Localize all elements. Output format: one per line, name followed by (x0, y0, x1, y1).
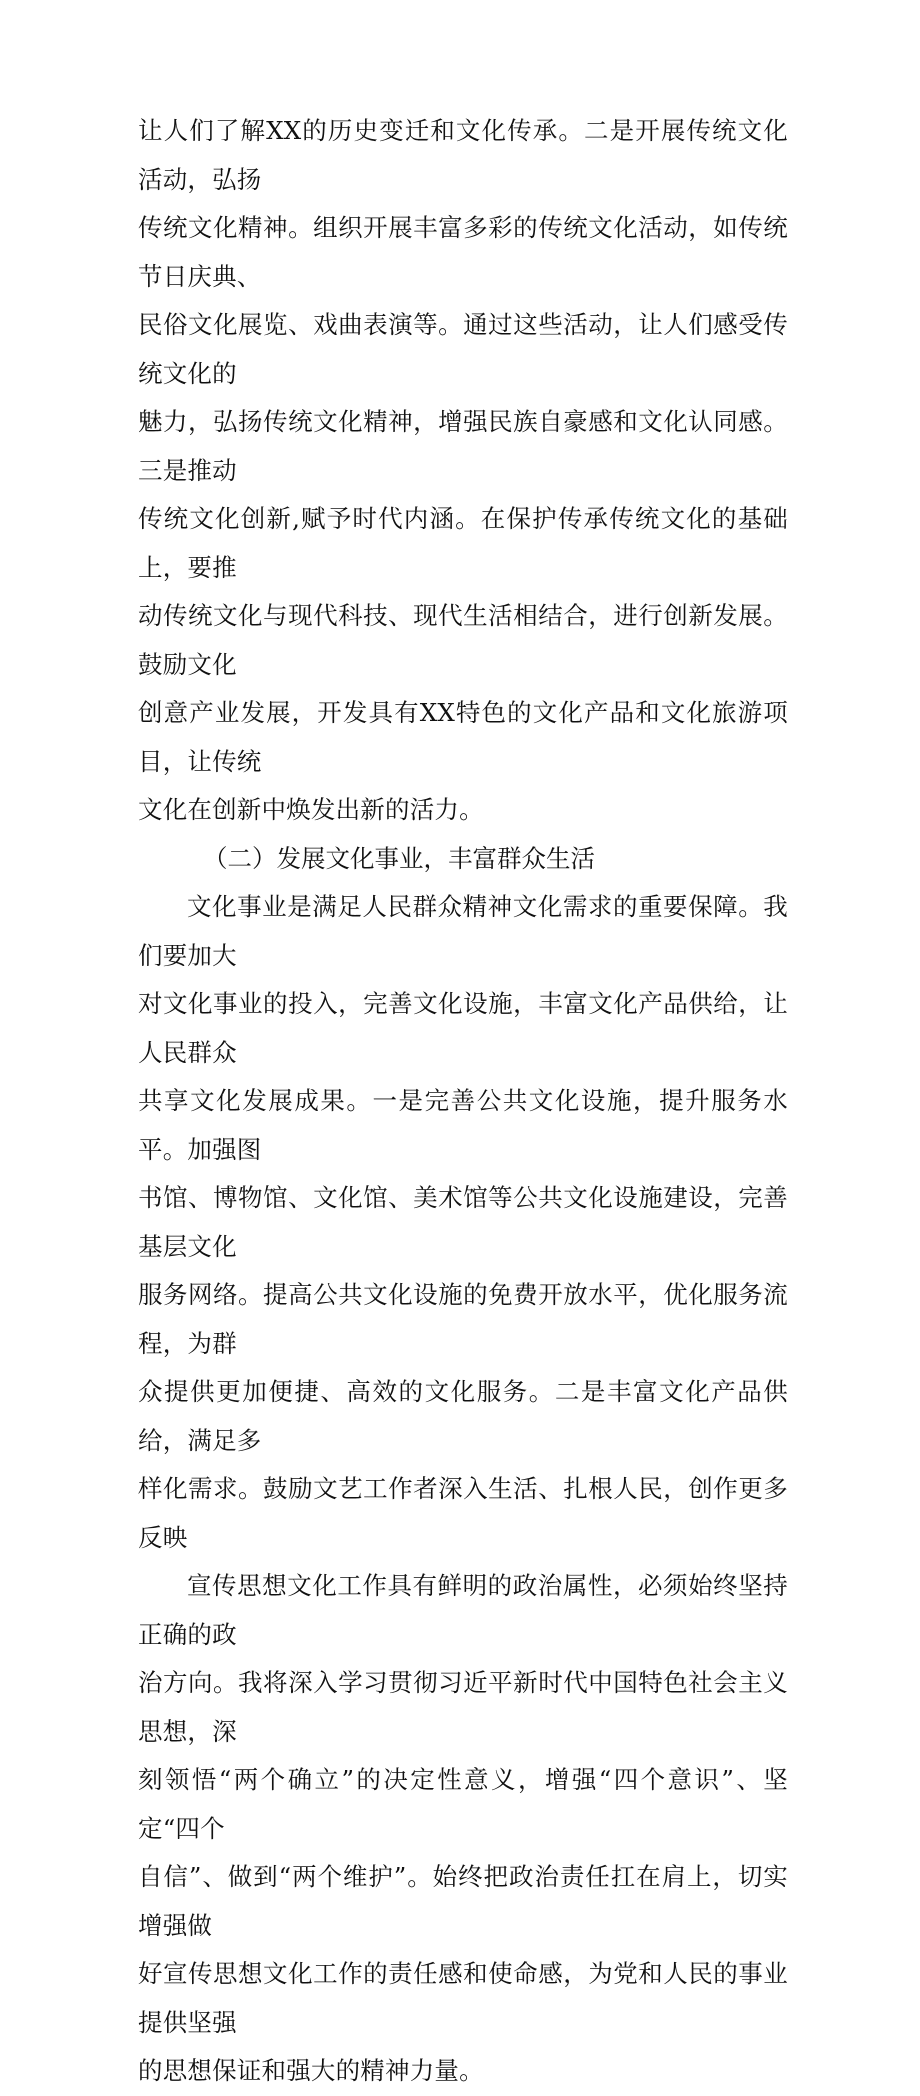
text-line: 魅力，弘扬传统文化精神，增强民族自豪感和文化认同感。三是推动 (138, 407, 788, 485)
text-line: 刻领悟“两个确立”的决定性意义，增强“四个意识”、坚定“四个 (138, 1765, 788, 1843)
text-line: 文化事业是满足人民群众精神文化需求的重要保障。我们要加大 (138, 892, 788, 970)
text-line: 样化需求。鼓励文艺工作者深入生活、扎根人民，创作更多反映 (138, 1474, 788, 1552)
text-line: 服务网络。提高公共文化设施的免费开放水平，优化服务流程，为群 (138, 1280, 788, 1358)
text-line: 的思想保证和强大的精神力量。 (138, 2056, 484, 2085)
text-line: 书馆、博物馆、文化馆、美术馆等公共文化设施建设，完善基层文化 (138, 1183, 788, 1261)
text-line: 让人们了解XX的历史变迁和文化传承。二是开展传统文化活动，弘扬 (138, 116, 788, 194)
document-body (138, 107, 788, 2096)
text-line: 民俗文化展览、戏曲表演等。通过这些活动，让人们感受传统文化的 (138, 310, 788, 388)
section-heading: （二）发展文化事业，丰富群众生活 (203, 843, 595, 873)
text-line: 创意产业发展，开发具有XX特色的文化产品和文化旅游项目，让传统 (138, 698, 788, 776)
text-line: 宣传思想文化工作具有鲜明的政治属性，必须始终坚持正确的政 (138, 1571, 788, 1649)
text-line: 对文化事业的投入，完善文化设施，丰富文化产品供给，让人民群众 (138, 989, 788, 1067)
text-line: 共享文化发展成果。一是完善公共文化设施，提升服务水平。加强图 (138, 1086, 788, 1164)
text-line: 文化在创新中焕发出新的活力。 (138, 795, 484, 824)
text-line: 自信”、做到“两个维护”。始终把政治责任扛在肩上，切实增强做 (138, 1862, 788, 1940)
paragraph-traditional-culture (138, 107, 788, 835)
paragraph-political-direction (138, 1562, 788, 2096)
text-line: 众提供更加便捷、高效的文化服务。二是丰富文化产品供给，满足多 (138, 1377, 788, 1455)
text-line: 治方向。我将深入学习贯彻习近平新时代中国特色社会主义思想，深 (138, 1668, 788, 1746)
paragraph-cultural-undertakings (138, 883, 788, 1562)
text-line: 传统文化精神。组织开展丰富多彩的传统文化活动，如传统节日庆典、 (138, 213, 788, 291)
text-line: 动传统文化与现代科技、现代生活相结合，进行创新发展。鼓励文化 (138, 601, 788, 679)
text-line: 传统文化创新,赋予时代内涵。在保护传承传统文化的基础上，要推 (138, 504, 788, 582)
text-line: 好宣传思想文化工作的责任感和使命感，为党和人民的事业提供坚强 (138, 1959, 788, 2037)
